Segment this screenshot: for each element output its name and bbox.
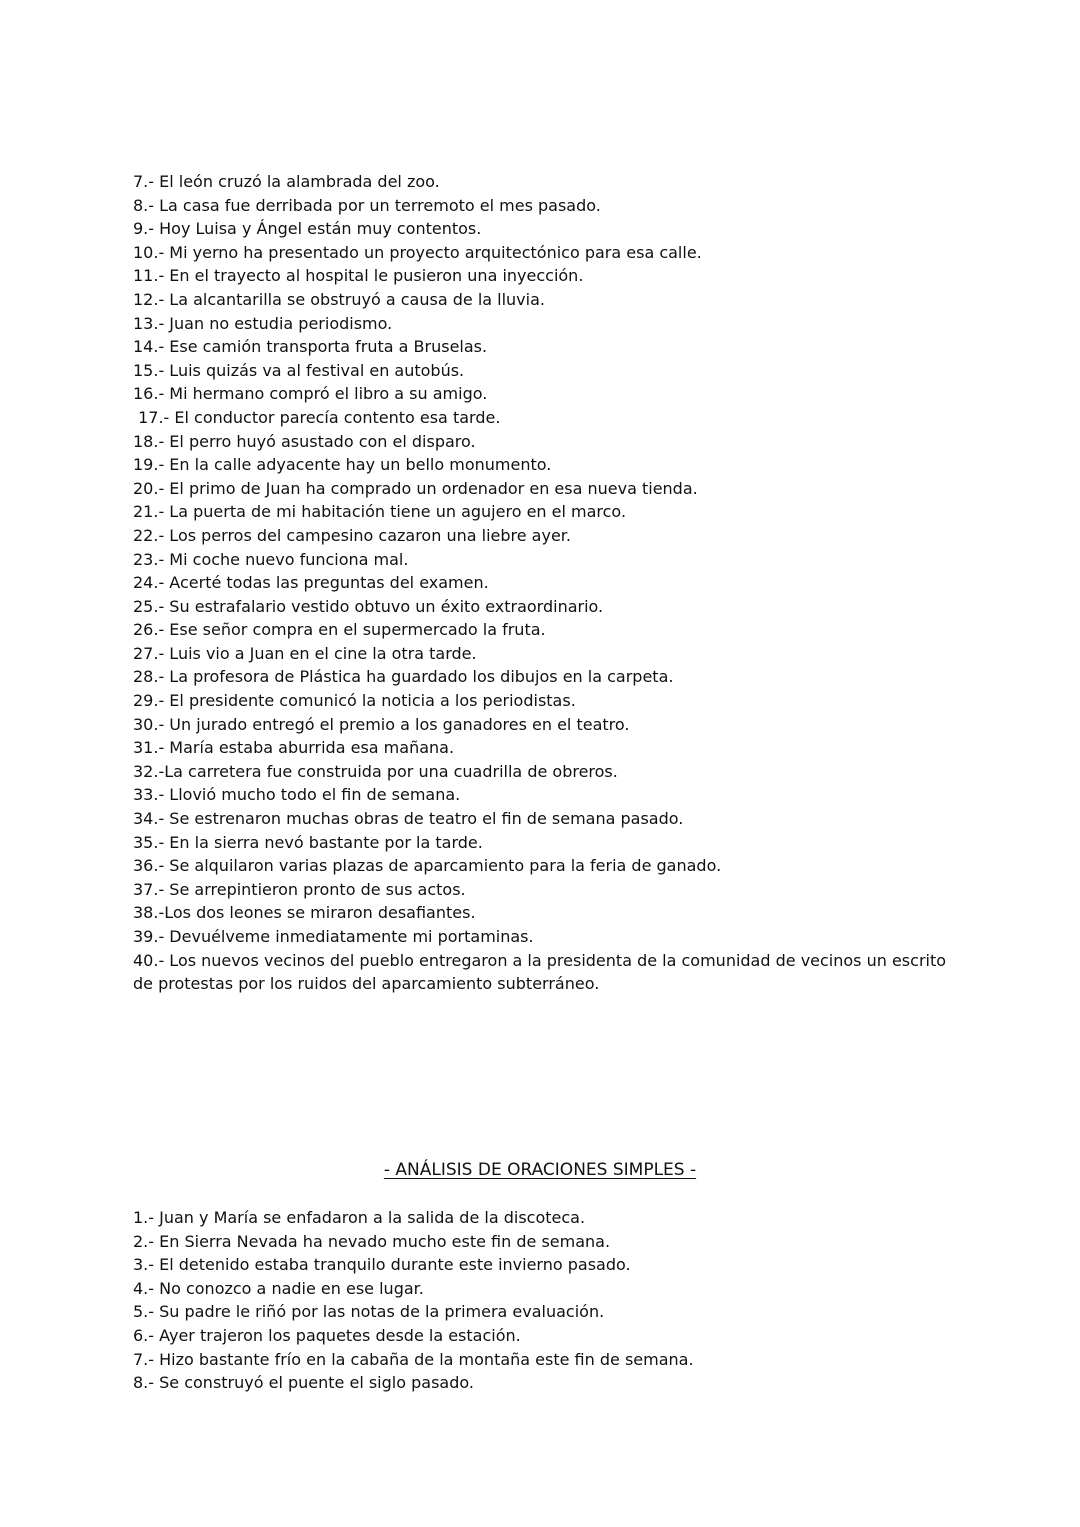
sentence-item: 40.- Los nuevos vecinos del pueblo entregaron a la presidenta de la comunidad de vecinos un escrito de protestas por los ruidos del aparcamiento subterráneo. (133, 950, 947, 994)
sentence-item: 6.- Ayer trajeron los paquetes desde la estación. (133, 1325, 521, 1345)
sentence-item: 39.- Devuélveme inmediatamente mi portaminas. (133, 927, 534, 946)
sentence-item: 15.- Luis quizás va al festival en autobús. (133, 360, 465, 380)
sentence-item: 10.- Mi yerno ha presentado un proyecto arquitectónico para esa calle. (133, 242, 702, 262)
sentence-item: 27.- Luis vio a Juan en el cine la otra tarde. (133, 643, 477, 663)
sentence-item: 28.- La profesora de Plástica ha guardado los dibujos en la carpeta. (133, 667, 674, 687)
sentence-item: 35.- En la sierra nevó bastante por la tarde. (133, 832, 483, 852)
sentence-item: 7.- El león cruzó la alambrada del zoo. (133, 172, 440, 191)
sentence-item: 25.- Su estrafalario vestido obtuvo un éxito extraordinario. (133, 596, 604, 616)
sentence-item: 13.- Juan no estudia periodismo. (133, 313, 393, 333)
sentence-item: 17.- El conductor parecía contento esa tarde. (133, 407, 501, 427)
sentence-item: 2.- En Sierra Nevada ha nevado mucho este fin de semana. (133, 1231, 611, 1251)
sentence-item: 31.- María estaba aburrida esa mañana. (133, 738, 455, 758)
sentence-item: 18.- El perro huyó asustado con el disparo. (133, 431, 476, 451)
sentence-item: 12.- La alcantarilla se obstruyó a causa de la lluvia. (133, 289, 545, 309)
sentence-item: 7.- Hizo bastante frío en la cabaña de la montaña este fin de semana. (133, 1349, 694, 1369)
sentence-item: 37.- Se arrepintieron pronto de sus actos. (133, 879, 466, 899)
sentence-item: 33.- Llovió mucho todo el fin de semana. (133, 785, 461, 805)
sentence-item: 16.- Mi hermano compró el libro a su amigo. (133, 384, 488, 404)
sentence-item: 8.- La casa fue derribada por un terremoto el mes pasado. (133, 195, 601, 215)
sentence-item: 5.- Su padre le riñó por las notas de la primera evaluación. (133, 1302, 605, 1322)
section-title (0, 1158, 1080, 1182)
sentence-item: 1.- Juan y María se enfadaron a la salida de la discoteca. (133, 1208, 586, 1227)
sentence-item: 8.- Se construyó el puente el siglo pasado. (133, 1373, 474, 1393)
sentence-item: 23.- Mi coche nuevo funciona mal. (133, 549, 409, 569)
sentence-item: 20.- El primo de Juan ha comprado un ordenador en esa nueva tienda. (133, 478, 698, 498)
sentence-item: 19.- En la calle adyacente hay un bello monumento. (133, 455, 552, 475)
sentence-item: 30.- Un jurado entregó el premio a los ganadores en el teatro. (133, 714, 630, 734)
sentence-item: 3.- El detenido estaba tranquilo durante este invierno pasado. (133, 1255, 631, 1275)
sentence-item: 9.- Hoy Luisa y Ángel están muy contentos. (133, 219, 482, 239)
sentence-item: 26.- Ese señor compra en el supermercado la fruta. (133, 620, 546, 640)
sentence-list-part-1 (133, 170, 953, 996)
sentence-item: 38.-Los dos leones se miraron desafiantes. (133, 903, 476, 923)
sentence-item: 14.- Ese camión transporta fruta a Bruselas. (133, 337, 488, 357)
sentence-item: 32.-La carretera fue construida por una cuadrilla de obreros. (133, 761, 618, 781)
sentence-item: 24.- Acerté todas las preguntas del examen. (133, 573, 489, 593)
sentence-item: 29.- El presidente comunicó la noticia a los periodistas. (133, 691, 576, 711)
section-title-text: - ANÁLISIS DE ORACIONES SIMPLES - (383, 1160, 697, 1180)
sentence-item: 4.- No conozco a nadie en ese lugar. (133, 1278, 424, 1298)
sentence-item: 34.- Se estrenaron muchas obras de teatro el fin de semana pasado. (133, 809, 684, 829)
sentence-list-part-2 (133, 1206, 953, 1395)
sentence-item: 36.- Se alquilaron varias plazas de aparcamiento para la feria de ganado. (133, 856, 722, 876)
sentence-item: 21.- La puerta de mi habitación tiene un agujero en el marco. (133, 502, 627, 522)
sentence-item: 22.- Los perros del campesino cazaron una liebre ayer. (133, 525, 571, 545)
sentence-item: 11.- En el trayecto al hospital le pusieron una inyección. (133, 266, 584, 286)
